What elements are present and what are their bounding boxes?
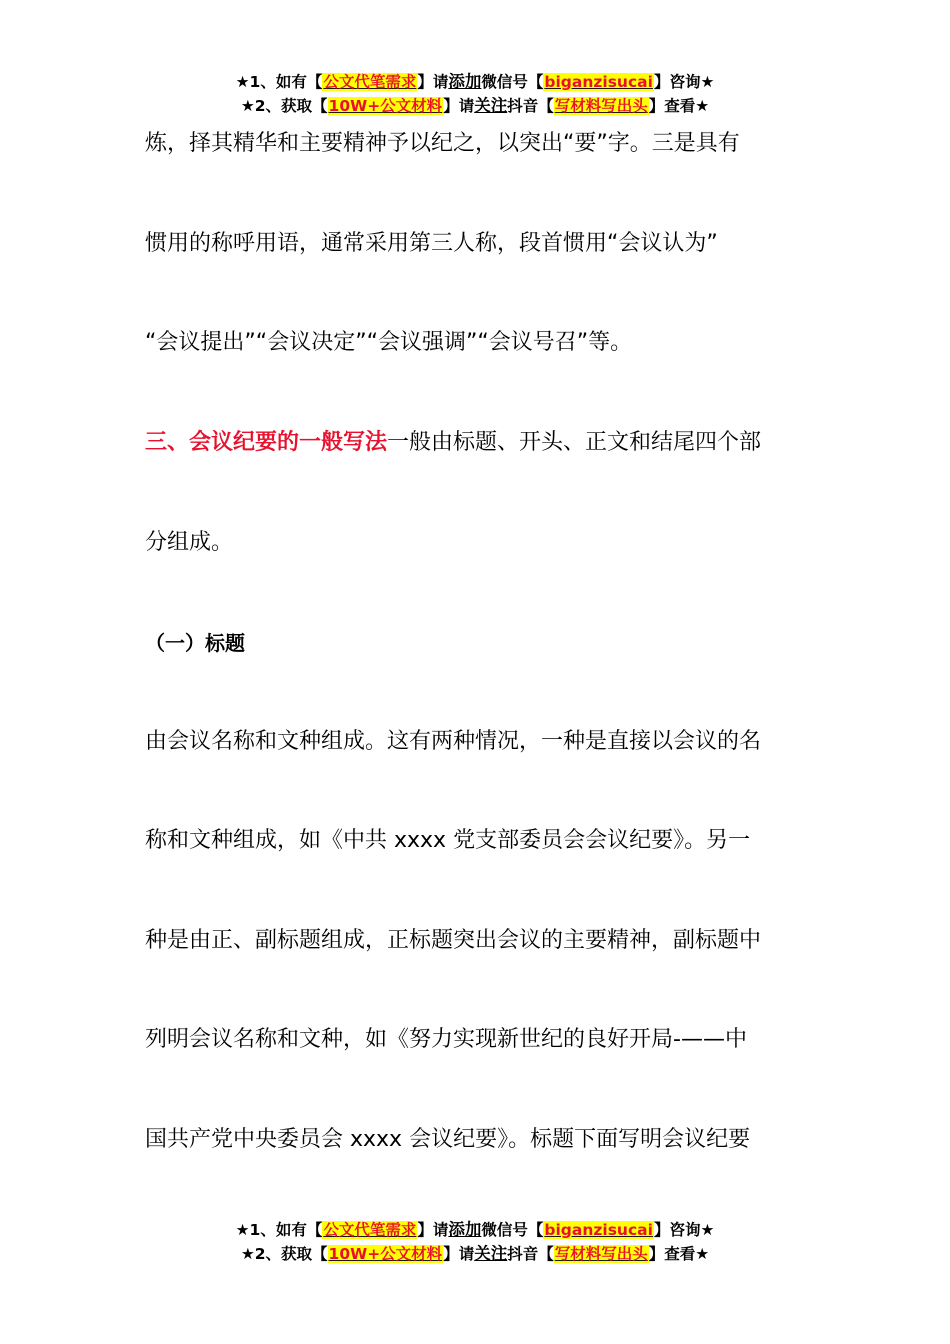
highlight-wechat-id: biganzisucai [544,1221,653,1239]
section-3-heading: 三、会议纪要的一般写法 [145,430,388,455]
top-banner [0,70,950,118]
body-text: 一般由标题、开头、正文和结尾四个部 [387,430,762,455]
highlight-service: 公文代笔需求 [323,1221,417,1239]
banner-text: 微信号【 [481,73,544,91]
highlight-douyin-id: 写材料写出头 [554,1245,648,1263]
highlight-douyin-id: 写材料写出头 [554,97,648,115]
underlined-text: 关注 [474,1244,508,1263]
banner-text: 】咨询★ [653,73,715,91]
highlight-service: 公文代笔需求 [323,73,417,91]
body-line: 列明会议名称和文种，如《努力实现新世纪的良好开局-——中 [145,1027,747,1052]
underlined-text: 添加 [448,1220,482,1239]
body-line: 由会议名称和文种组成。这有两种情况，一种是直接以会议的名 [145,729,762,754]
banner-text: ★2、获取【 [240,97,328,115]
highlight-materials: 10W+公文材料 [328,97,443,115]
section-3-paragraph [145,428,810,458]
body-line: 炼，择其精华和主要精神予以纪之，以突出“要”字。三是具有 [145,131,740,156]
banner-line-2 [0,94,950,118]
banner-text: 】查看★ [648,97,710,115]
body-line: 种是由正、副标题组成，正标题突出会议的主要精神，副标题中 [145,928,762,953]
banner-text: 】请 [417,1221,449,1239]
banner-text: 】请 [443,1245,475,1263]
banner-text: ★1、如有【 [235,1221,323,1239]
highlight-materials: 10W+公文材料 [328,1245,443,1263]
bottom-banner [0,1218,950,1266]
banner-text: 微信号【 [481,1221,544,1239]
body-line: 国共产党中央委员会 xxxx 会议纪要》。标题下面写明会议纪要 [145,1127,751,1152]
banner-line-1 [0,70,950,94]
banner-line-2 [0,1242,950,1266]
banner-text: ★2、获取【 [240,1245,328,1263]
banner-text: 】请 [417,73,449,91]
banner-line-1 [0,1218,950,1242]
body-line: “会议提出”“会议决定”“会议强调”“会议号召”等。 [145,330,633,355]
banner-text: 】查看★ [648,1245,710,1263]
underlined-text: 关注 [474,96,508,115]
underlined-text: 添加 [448,72,482,91]
subheading-title: （一）标题 [145,631,245,655]
body-line: 称和文种组成，如《中共 xxxx 党支部委员会会议纪要》。另一 [145,828,751,853]
banner-text: 】请 [443,97,475,115]
banner-text: ★1、如有【 [235,73,323,91]
highlight-wechat-id: biganzisucai [544,73,653,91]
body-line: 惯用的称呼用语，通常采用第三人称，段首惯用“会议认为” [145,231,718,256]
banner-text: 抖音【 [507,1245,554,1263]
body-line: 分组成。 [145,530,234,555]
banner-text: 】咨询★ [653,1221,715,1239]
banner-text: 抖音【 [507,97,554,115]
